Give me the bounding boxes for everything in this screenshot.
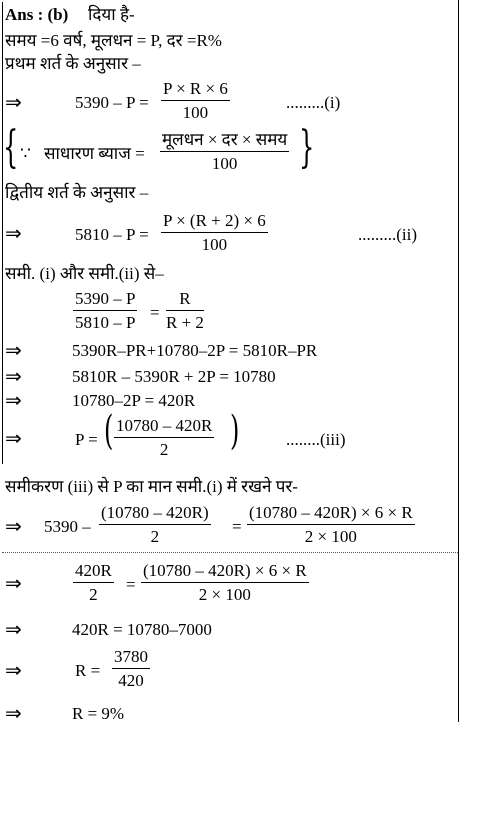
- step-3: 10780–2P = 420R: [72, 391, 196, 410]
- second-condition: द्वितीय शर्त के अनुसार –: [5, 183, 149, 202]
- given-values: समय =6 वर्ष, मूलधन = P, दर =R%: [5, 31, 222, 50]
- implies-icon: ⇒: [5, 221, 22, 245]
- step-4: 420R = 10780–7000: [72, 620, 212, 639]
- eq2-tag: .........(ii): [358, 225, 418, 244]
- ratio-right: R R + 2: [166, 289, 204, 332]
- step-2: 5810R – 5390R + 2P = 10780: [72, 367, 276, 386]
- implies-icon: ⇒: [5, 388, 22, 412]
- brace-close: }: [299, 122, 315, 173]
- implies-icon: ⇒: [5, 617, 22, 641]
- right-border: [458, 0, 459, 722]
- implies-icon: ⇒: [5, 338, 22, 362]
- sub-fraction-right: (10780 – 420R) × 6 × R 2 × 100: [249, 503, 413, 546]
- ratio-equals: =: [150, 303, 160, 322]
- eq2-fraction: P × (R + 2) × 6 100: [163, 211, 266, 254]
- eq3-tag: ........(iii): [286, 430, 346, 449]
- given-text: दिया है-: [88, 5, 135, 24]
- section-divider: [2, 552, 458, 553]
- s2-fraction-right: (10780 – 420R) × 6 × R 2 × 100: [143, 561, 307, 604]
- implies-icon: ⇒: [5, 514, 22, 538]
- implies-icon: ⇒: [5, 426, 22, 450]
- eq1-fraction: P × R × 6 100: [163, 79, 228, 122]
- left-border: [2, 2, 3, 464]
- sub-fraction-left: (10780 – 420R) 2: [101, 503, 209, 546]
- answer-label: Ans : (b): [5, 5, 69, 24]
- paren-open: (: [104, 408, 114, 454]
- implies-icon: ⇒: [5, 90, 22, 114]
- sub-equals: =: [232, 517, 242, 536]
- eq1-lhs: 5390 – P =: [75, 93, 149, 112]
- final-answer: R = 9%: [72, 704, 125, 723]
- substitute-text: समीकरण (iii) से P का मान समी.(i) में रखने पर-: [5, 477, 298, 496]
- ratio-left: 5390 – P 5810 – P: [75, 289, 136, 332]
- s2-fraction-left: 420R 2: [75, 561, 112, 604]
- p-lhs: P =: [75, 430, 98, 449]
- eq1-tag: .........(i): [286, 93, 341, 112]
- implies-icon: ⇒: [5, 701, 22, 725]
- s2-equals: =: [126, 575, 136, 594]
- eq2-lhs: 5810 – P =: [75, 225, 149, 244]
- si-lhs: साधारण ब्याज =: [44, 144, 145, 163]
- r-fraction: 3780 420: [114, 647, 148, 690]
- sub-lhs: 5390 –: [44, 517, 91, 536]
- implies-icon: ⇒: [5, 658, 22, 682]
- p-fraction: 10780 – 420R 2: [116, 416, 213, 459]
- brace-open: {: [3, 122, 19, 173]
- because-icon: ∵: [20, 144, 31, 163]
- implies-icon: ⇒: [5, 364, 22, 388]
- paren-close: ): [230, 408, 240, 454]
- from-equations: समी. (i) और समी.(ii) से–: [5, 264, 164, 283]
- first-condition: प्रथम शर्त के अनुसार –: [5, 54, 141, 73]
- r-lhs: R =: [75, 661, 101, 680]
- implies-icon: ⇒: [5, 571, 22, 595]
- si-fraction: मूलधन × दर × समय 100: [162, 130, 288, 173]
- step-1: 5390R–PR+10780–2P = 5810R–PR: [72, 341, 318, 360]
